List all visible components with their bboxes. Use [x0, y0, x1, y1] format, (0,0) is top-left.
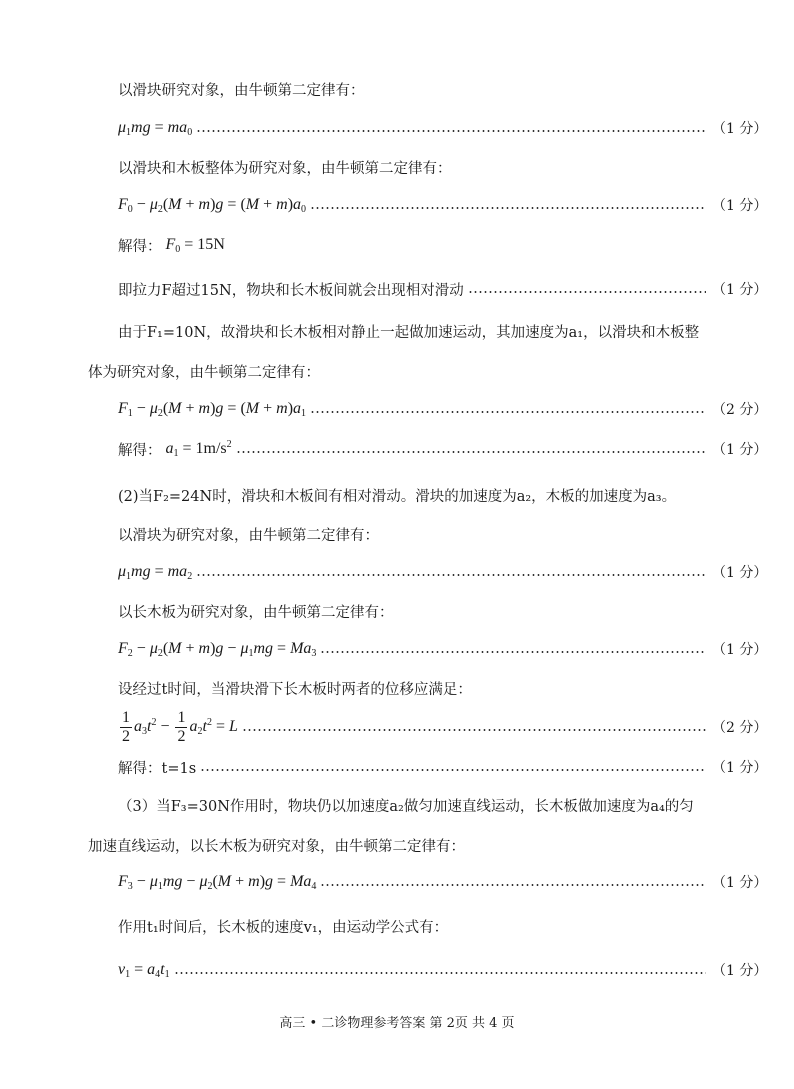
- equation: $F_0 - \mu_2(M + m)g = (M + m)a_0$: [118, 195, 307, 215]
- text-line: [0, 596, 794, 626]
- score-label: （2 分）: [712, 402, 768, 418]
- text-line: [0, 316, 794, 346]
- paragraph-text: 体为研究对象，由牛顿第二定律有：: [88, 364, 320, 381]
- dot-leader: [242, 729, 706, 731]
- equation: $F_3 - \mu_1mg - \mu_2(M + m)g = Ma_4$: [118, 872, 317, 892]
- score-label: （1 分）: [712, 442, 768, 458]
- score-label: （1 分）: [712, 875, 768, 891]
- text-line: [0, 673, 794, 703]
- score-label: （1 分）: [712, 198, 768, 214]
- dot-leader: [196, 574, 706, 576]
- equation-line: [0, 557, 794, 587]
- paragraph-text: 以滑块为研究对象，由牛顿第二定律有：: [118, 527, 379, 544]
- text-line: [0, 480, 794, 510]
- equation-line: [0, 634, 794, 664]
- score-label: （1 分）: [712, 963, 768, 979]
- score-label: （1 分）: [712, 642, 768, 658]
- solve-label: 解得：: [118, 238, 162, 255]
- equation-line: [0, 230, 794, 260]
- equation-line: [0, 867, 794, 897]
- equation-line: [0, 434, 794, 464]
- equation: $\mu_1mg = ma_0$: [118, 118, 193, 138]
- score-label: （1 分）: [712, 121, 768, 137]
- dot-leader: [196, 130, 706, 132]
- equation-line: [0, 704, 794, 750]
- paragraph-text: 即拉力F超过15N，物块和长木板间就会出现相对滑动: [118, 282, 464, 299]
- dot-leader: [320, 884, 706, 886]
- text-line: [0, 911, 794, 941]
- dot-leader: [310, 411, 706, 413]
- fraction: $\frac{1}{2}$: [122, 708, 130, 745]
- equation-line: [0, 955, 794, 985]
- equation: $\mu_1mg = ma_2$: [118, 562, 193, 582]
- equation: $F_2 - \mu_2(M + m)g - \mu_1mg = Ma_3$: [118, 639, 317, 659]
- dot-leader: [320, 651, 706, 653]
- dot-leader: [468, 291, 706, 293]
- equation: $\frac{1}{2}$ $a_3t^2$ − $\frac{1}{2}$ $a_2t^2 = L$: [122, 708, 238, 745]
- equation: $F_1 - \mu_2(M + m)g = (M + m)a_1$: [118, 399, 307, 419]
- paragraph-text: 加速直线运动，以长木板为研究对象，由牛顿第二定律有：: [88, 838, 465, 855]
- equation-line: [0, 190, 794, 220]
- score-label: （1 分）: [712, 282, 768, 298]
- paragraph-text: 解得：t=1s: [118, 760, 197, 777]
- paragraph-text: （3）当F₃=30N作用时，物块仍以加速度a₂做匀加速直线运动，长木板做加速度为a₄的匀: [118, 798, 694, 815]
- paragraph-text: 设经过t时间，当滑块滑下长木板时两者的位移应满足：: [118, 681, 472, 698]
- equation-line: [0, 394, 794, 424]
- paragraph-text: 作用t₁时间后，长木板的速度v₁，由运动学公式有：: [118, 919, 449, 936]
- score-label: （2 分）: [712, 720, 768, 736]
- score-label: （1 分）: [712, 760, 768, 776]
- text-line: [0, 790, 794, 820]
- paragraph-text: (2)当F₂=24N时，滑块和木板间有相对滑动。滑块的加速度为a₂，木板的加速度为a₃。: [118, 488, 677, 505]
- text-line: [0, 752, 794, 782]
- paragraph-text: 以长木板为研究对象，由牛顿第二定律有：: [118, 604, 394, 621]
- dot-leader: [310, 207, 706, 209]
- text-line: [0, 274, 794, 304]
- paragraph-text: 以滑块和木板整体为研究对象，由牛顿第二定律有：: [118, 160, 452, 177]
- equation: $v_1 = a_4t_1$: [118, 960, 170, 980]
- paragraph-text: 由于F₁=10N，故滑块和长木板相对静止一起做加速运动，其加速度为a₁，以滑块和木板整: [118, 324, 700, 341]
- paragraph-text: 以滑块研究对象，由牛顿第二定律有：: [118, 82, 365, 99]
- dot-leader: [174, 972, 706, 974]
- text-line: [0, 74, 794, 104]
- text-line: [0, 356, 794, 386]
- equation: $a_1 = 1m/s^2$: [165, 439, 232, 459]
- dot-leader: [200, 769, 706, 771]
- solve-label: 解得：: [118, 442, 162, 459]
- equation: $F_0 = 15N$: [165, 235, 225, 255]
- score-label: （1 分）: [712, 565, 768, 581]
- dot-leader: [236, 451, 706, 453]
- page-footer: 高三 • 二诊物理参考答案 第 2页 共 4 页: [279, 1016, 515, 1031]
- text-line: [0, 519, 794, 549]
- equation-line: [0, 113, 794, 143]
- fraction: $\frac{1}{2}$: [177, 708, 186, 745]
- text-line: [0, 830, 794, 860]
- text-line: [0, 152, 794, 182]
